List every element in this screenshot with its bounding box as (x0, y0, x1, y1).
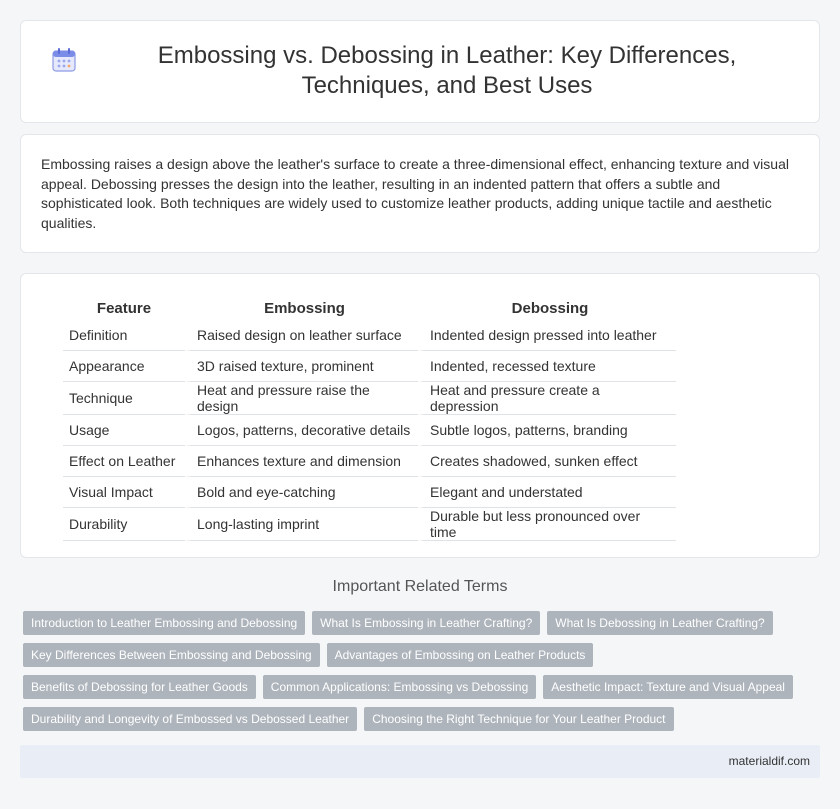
table-row (63, 320, 676, 351)
table-row (63, 508, 676, 541)
table-row (63, 382, 676, 415)
table-cell: Bold and eye-catching (185, 477, 418, 508)
table-cell: Usage (63, 415, 185, 446)
table-row (63, 446, 676, 477)
table-cell: Durable but less pronounced over time (418, 508, 676, 541)
table-cell: Elegant and understated (418, 477, 676, 508)
column-header-debossing: Debossing (418, 296, 676, 320)
related-term-link[interactable]: What Is Debossing in Leather Crafting? (547, 611, 772, 635)
table-cell: Heat and pressure create a depression (418, 382, 676, 415)
table-cell: Heat and pressure raise the design (185, 382, 418, 415)
comparison-card (20, 273, 820, 558)
related-terms-heading: Important Related Terms (332, 578, 508, 595)
page-title: Embossing vs. Debossing in Leather: Key Differences, Techniques, and Best Uses (157, 42, 737, 99)
table-cell: Enhances texture and dimension (185, 446, 418, 477)
related-term-link[interactable]: Advantages of Embossing on Leather Products (327, 643, 594, 667)
table-cell: Durability (63, 508, 185, 541)
table-cell: Logos, patterns, decorative details (185, 415, 418, 446)
table-cell: Raised design on leather surface (185, 320, 418, 351)
table-cell: Definition (63, 320, 185, 351)
table-row (63, 477, 676, 508)
table-cell: 3D raised texture, prominent (185, 351, 418, 382)
table-row (63, 351, 676, 382)
related-term-link[interactable]: Durability and Longevity of Embossed vs Debossed Leather (23, 707, 357, 731)
intro-card (20, 134, 820, 253)
footer-site-name[interactable]: materialdif.com (728, 754, 810, 768)
table-cell: Technique (63, 382, 185, 415)
footer (20, 745, 820, 778)
related-term-link[interactable]: Common Applications: Embossing vs Debossing (263, 675, 536, 699)
table-cell: Indented, recessed texture (418, 351, 676, 382)
table-cell: Appearance (63, 351, 185, 382)
table-cell: Visual Impact (63, 477, 185, 508)
related-term-link[interactable]: Aesthetic Impact: Texture and Visual Appeal (543, 675, 793, 699)
table-cell: Subtle logos, patterns, branding (418, 415, 676, 446)
related-term-link[interactable]: What Is Embossing in Leather Crafting? (312, 611, 540, 635)
table-cell: Long-lasting imprint (185, 508, 418, 541)
related-term-link[interactable]: Choosing the Right Technique for Your Leather Product (364, 707, 673, 731)
related-term-link[interactable]: Introduction to Leather Embossing and Debossing (23, 611, 305, 635)
intro-paragraph: Embossing raises a design above the leather's surface to create a three-dimensional effect, enhancing texture and visual appeal. Debossing presses the design into the leather, resulting in an indented pattern that offers a subtle and sophisticated look. Both techniques are widely used to customize leather products, adding unique tactile and aesthetic qualities. (41, 156, 789, 231)
related-term-link[interactable]: Benefits of Debossing for Leather Goods (23, 675, 256, 699)
column-header-feature: Feature (96, 299, 152, 317)
table-cell: Effect on Leather (63, 446, 185, 477)
table-cell: Indented design pressed into leather (418, 320, 676, 351)
related-term-link[interactable]: Key Differences Between Embossing and Debossing (23, 643, 320, 667)
title-card (20, 20, 820, 123)
comparison-table (63, 296, 676, 541)
related-terms-list (23, 611, 803, 731)
column-header-embossing: Embossing (185, 296, 418, 320)
table-row (63, 415, 676, 446)
table-cell: Creates shadowed, sunken effect (418, 446, 676, 477)
table-header-row (63, 296, 676, 320)
